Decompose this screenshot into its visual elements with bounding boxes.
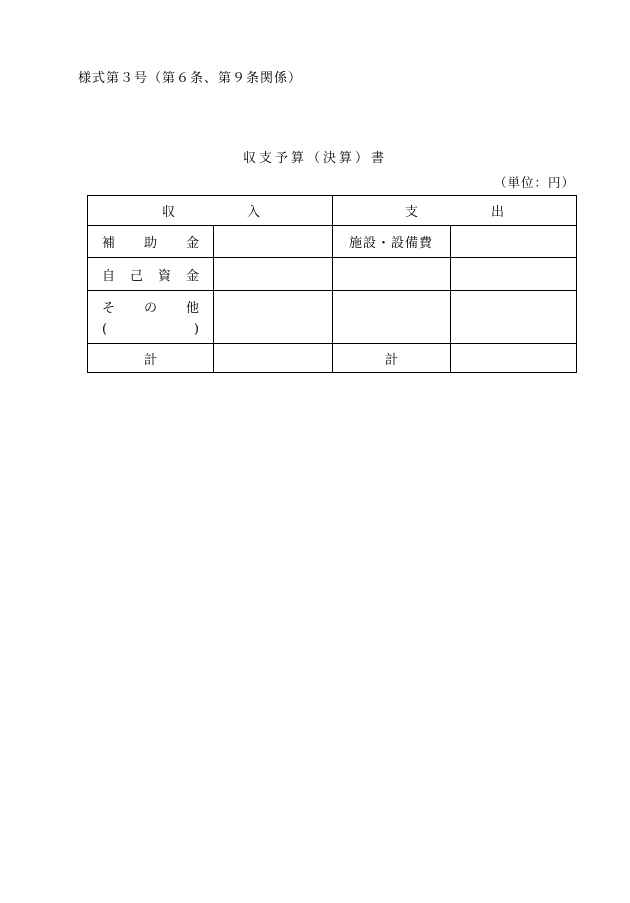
expense-amount-cell[interactable] [451, 291, 577, 344]
own-funds-char-2: 己 [129, 268, 143, 284]
expense-total-amount-cell[interactable] [451, 344, 577, 373]
table-row [88, 344, 577, 373]
income-header-char-2: 入 [246, 205, 260, 220]
income-total-amount-cell[interactable] [214, 344, 333, 373]
income-total-label: 計 [88, 344, 214, 373]
expense-header [333, 196, 577, 226]
table-row [88, 258, 577, 291]
table-row [88, 226, 577, 258]
expense-total-label: 計 [333, 344, 451, 373]
document-title: 収支予算（決算）書 [242, 151, 387, 166]
subsidy-amount-cell[interactable] [214, 226, 333, 258]
other-char-2: の [143, 301, 157, 316]
other-paren-close: ) [193, 322, 199, 337]
subsidy-char-1: 補 [102, 236, 116, 251]
own-funds-char-1: 自 [102, 268, 116, 284]
expense-header-char-1: 支 [405, 205, 419, 220]
facility-amount-cell[interactable] [451, 226, 577, 258]
expense-header-char-2: 出 [490, 205, 504, 220]
subsidy-char-2: 助 [143, 236, 157, 251]
facility-label [333, 226, 451, 258]
own-funds-label [88, 258, 214, 291]
other-char-1: そ [102, 301, 116, 316]
income-header [88, 196, 333, 226]
table-row [88, 291, 577, 344]
other-amount-cell[interactable] [214, 291, 333, 344]
own-funds-char-4: 金 [185, 268, 199, 284]
income-header-char-1: 収 [162, 205, 176, 220]
own-funds-amount-cell[interactable] [214, 258, 333, 291]
facility-text: 施設・設備費 [349, 236, 434, 251]
unit-label: （単位：円） [493, 175, 575, 190]
expense-amount-cell[interactable] [451, 258, 577, 291]
other-paren-open: ( [102, 322, 108, 337]
expense-item-cell[interactable] [333, 258, 451, 291]
expense-item-cell[interactable] [333, 291, 451, 344]
form-number: 様式第３号（第６条、第９条関係） [78, 71, 303, 86]
other-label [88, 291, 214, 344]
subsidy-char-3: 金 [185, 236, 199, 251]
other-char-3: 他 [185, 301, 199, 316]
subsidy-label [88, 226, 214, 258]
budget-table [87, 195, 577, 373]
own-funds-char-3: 資 [157, 268, 171, 284]
table-header-row [88, 196, 577, 226]
